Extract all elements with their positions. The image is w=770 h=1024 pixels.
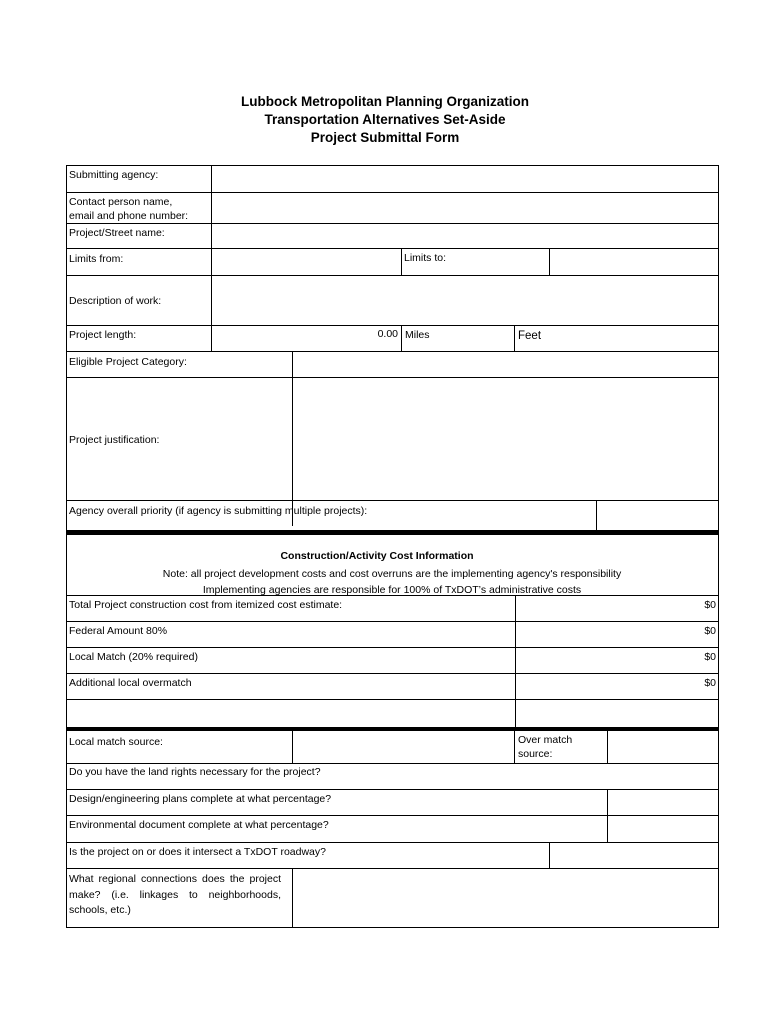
txdot-roadway-field[interactable] xyxy=(550,843,717,868)
feet-label: Feet xyxy=(518,330,542,342)
regional-connections-question: What regional connections does the project make? (i.e. linkages to neighborhoods, schools, etc.) xyxy=(69,873,281,916)
description-field[interactable] xyxy=(212,276,717,325)
environmental-doc-question: Environmental document complete at what percentage? xyxy=(69,819,329,831)
col-line xyxy=(401,325,402,351)
submitting-agency-field[interactable] xyxy=(212,166,717,192)
contact-label-line1: Contact person name, xyxy=(69,196,173,208)
limits-to-label: Limits to: xyxy=(404,252,447,264)
col-line xyxy=(401,248,402,275)
project-street-label: Project/Street name: xyxy=(69,227,165,239)
over-match-source-field[interactable] xyxy=(608,732,717,763)
description-label: Description of work: xyxy=(69,295,162,307)
federal-amount-label: Federal Amount 80% xyxy=(69,625,168,637)
form-title-line3: Project Submittal Form xyxy=(310,130,460,145)
agency-priority-field[interactable] xyxy=(597,501,717,530)
over-match-source-label-1: Over match xyxy=(518,734,573,746)
col-line xyxy=(514,325,515,351)
local-match-source-label: Local match source: xyxy=(69,736,163,748)
overmatch-label: Additional local overmatch xyxy=(69,677,192,689)
form-title-line2: Transportation Alternatives Set-Aside xyxy=(264,112,506,127)
agency-priority-label: Agency overall priority (if agency is submitting multiple projects): xyxy=(69,505,368,517)
local-match-source-field[interactable] xyxy=(293,732,513,763)
design-plans-field[interactable] xyxy=(608,790,717,815)
form-title-line1: Lubbock Metropolitan Planning Organization xyxy=(241,94,529,109)
land-rights-question: Do you have the land rights necessary for the project? xyxy=(69,766,321,778)
row-line xyxy=(66,621,719,622)
frame-right xyxy=(718,165,719,928)
cost-section-heading: Construction/Activity Cost Information xyxy=(280,550,474,562)
total-cost-label: Total Project construction cost from itemized cost estimate: xyxy=(69,599,343,611)
submitting-agency-label: Submitting agency: xyxy=(69,169,159,181)
frame-left xyxy=(66,165,67,928)
justification-field[interactable] xyxy=(293,378,717,500)
project-street-field[interactable] xyxy=(212,224,717,248)
txdot-roadway-question: Is the project on or does it intersect a TxDOT roadway? xyxy=(69,846,326,858)
environmental-doc-field[interactable] xyxy=(608,816,717,842)
limits-to-field[interactable] xyxy=(550,249,717,275)
row-line xyxy=(66,325,719,326)
row-line xyxy=(66,647,719,648)
design-plans-question: Design/engineering plans complete at what percentage? xyxy=(69,793,332,805)
regional-connections-field[interactable] xyxy=(293,869,717,927)
project-length-value[interactable]: 0.00 xyxy=(377,328,398,340)
eligible-category-label: Eligible Project Category: xyxy=(69,356,187,368)
justification-label: Project justification: xyxy=(69,434,160,446)
extra-cost-value-field[interactable] xyxy=(516,700,717,727)
local-match-value[interactable]: $0 xyxy=(704,651,716,663)
contact-label-line2: email and phone number: xyxy=(69,210,189,222)
overmatch-value[interactable]: $0 xyxy=(704,677,716,689)
col-line xyxy=(514,731,515,763)
limits-from-label: Limits from: xyxy=(69,253,124,265)
row-line xyxy=(66,673,719,674)
federal-amount-value[interactable]: $0 xyxy=(704,625,716,637)
miles-label: Miles xyxy=(405,329,430,341)
eligible-category-field[interactable] xyxy=(293,352,717,377)
cost-note-2: Implementing agencies are responsible for 100% of TxDOT’s administrative costs xyxy=(202,584,582,596)
project-length-label: Project length: xyxy=(69,329,137,341)
extra-cost-label-field[interactable] xyxy=(67,700,514,727)
row-line xyxy=(66,763,719,764)
limits-from-field[interactable] xyxy=(212,249,400,275)
section-divider xyxy=(66,727,719,731)
section-divider xyxy=(66,530,719,535)
over-match-source-label-2: source: xyxy=(518,748,553,760)
row-line xyxy=(66,927,719,928)
local-match-label: Local Match (20% required) xyxy=(69,651,198,663)
contact-field[interactable] xyxy=(212,193,717,223)
cost-note-1: Note: all project development costs and cost overruns are the implementing agency's responsibility xyxy=(162,568,622,580)
total-cost-value[interactable]: $0 xyxy=(704,599,716,611)
